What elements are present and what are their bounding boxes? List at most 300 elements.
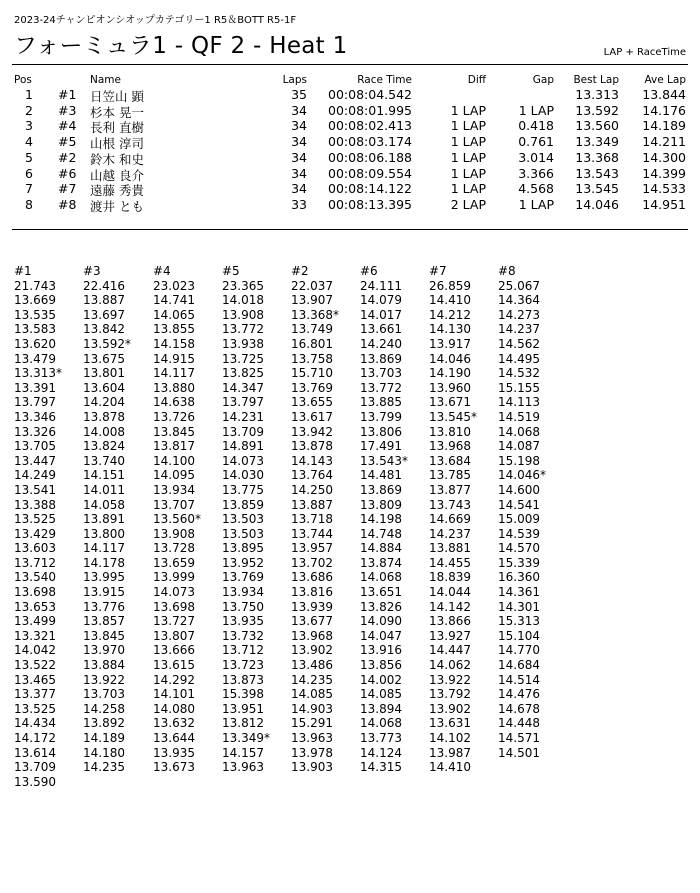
lap-time: 13.709	[222, 424, 264, 439]
lap-time: 14.102	[429, 731, 471, 745]
lap-time: 13.377	[14, 687, 56, 702]
lap-time: 13.723	[222, 658, 264, 673]
lap-time: 21.743	[14, 278, 56, 293]
lap-time: 14.434	[14, 716, 56, 731]
lap-time: 13.744	[291, 526, 333, 541]
lap-time: 13.887	[83, 293, 125, 308]
lap-time: 13.725	[222, 351, 264, 366]
lap-time: 14.178	[83, 555, 125, 570]
lap-time: 14.410	[429, 760, 471, 775]
lap-time: 13.368*	[291, 307, 339, 322]
lap-time: 13.978	[291, 745, 333, 760]
title-divider	[12, 64, 688, 65]
page-title: フォーミュラ1 - QF 2 - Heat 1	[14, 33, 348, 59]
result-ave-lap: 14.399	[642, 165, 686, 181]
lap-column	[222, 264, 270, 775]
lap-time: 14.541	[498, 497, 540, 512]
lap-time: 13.908	[222, 307, 264, 322]
lap-column-car: #3	[83, 264, 101, 278]
lap-time: 18.839	[429, 570, 471, 585]
lap-time: 14.011	[83, 482, 125, 497]
result-car-number: #6	[58, 165, 77, 181]
lap-time: 22.037	[291, 278, 333, 293]
lap-column-car: #6	[360, 264, 378, 278]
lap-time: 13.902	[429, 701, 471, 716]
result-car-number: #4	[58, 118, 77, 134]
lap-time: 13.525	[14, 701, 56, 716]
lap-time: 13.349*	[222, 731, 270, 745]
lap-time: 13.916	[360, 643, 402, 658]
lap-time: 13.892	[83, 716, 125, 731]
lap-time: 13.465	[14, 672, 56, 687]
lap-time: 13.726	[153, 409, 195, 424]
result-driver-name: 長利 直樹	[90, 120, 144, 136]
lap-time: 14.237	[498, 322, 540, 337]
lap-column	[291, 264, 339, 775]
lap-time: 13.809	[360, 497, 402, 512]
lap-time: 13.855	[153, 322, 195, 337]
lap-time: 14.539	[498, 526, 540, 541]
result-car-number: #1	[58, 87, 77, 102]
result-driver-name: 遠藤 秀貴	[90, 183, 144, 199]
result-best-lap: 13.349	[575, 134, 619, 150]
lap-time: 15.313	[498, 614, 540, 629]
lap-column	[429, 264, 477, 775]
lap-time: 14.117	[83, 541, 125, 556]
lap-time: 13.620	[14, 336, 56, 351]
result-best-lap: 13.592	[575, 102, 619, 118]
lap-time: 13.922	[429, 672, 471, 687]
lap-time: 14.046	[429, 351, 471, 366]
lap-column-car: #8	[498, 264, 516, 278]
lap-time: 14.190	[429, 366, 471, 381]
result-pos: 5	[25, 149, 33, 165]
lap-time: 13.935	[222, 614, 264, 629]
lap-time: 13.447	[14, 453, 56, 468]
lap-time: 13.617	[291, 409, 333, 424]
lap-time: 14.046*	[498, 468, 546, 483]
lap-time: 13.902	[291, 643, 333, 658]
result-race-time: 00:08:06.188	[328, 149, 412, 165]
lap-time: 14.347	[222, 380, 264, 395]
lap-time: 14.638	[153, 395, 195, 410]
lap-time: 13.764	[291, 468, 333, 483]
lap-time: 14.073	[222, 453, 264, 468]
result-laps: 35	[291, 87, 307, 102]
result-laps: 34	[291, 134, 307, 150]
result-race-time: 00:08:03.174	[328, 134, 412, 150]
lap-time: 13.942	[291, 424, 333, 439]
result-laps: 34	[291, 165, 307, 181]
lap-time: 13.878	[83, 409, 125, 424]
lap-time: 14.570	[498, 541, 540, 556]
lap-time: 13.707	[153, 497, 195, 512]
lap-time: 13.659	[153, 555, 195, 570]
lap-time: 13.797	[222, 395, 264, 410]
lap-time: 13.522	[14, 658, 56, 673]
lap-time: 13.631	[429, 716, 471, 731]
lap-time: 14.447	[429, 643, 471, 658]
lap-time: 14.157	[222, 745, 264, 760]
lap-time: 14.189	[83, 731, 125, 745]
lap-time: 14.455	[429, 555, 471, 570]
lap-time: 13.675	[83, 351, 125, 366]
lap-time: 13.810	[429, 424, 471, 439]
result-ave-lap: 14.189	[642, 118, 686, 134]
lap-time: 14.519	[498, 409, 540, 424]
result-diff: 1 LAP	[450, 134, 486, 150]
result-race-time: 00:08:04.542	[328, 87, 412, 102]
lap-time: 13.702	[291, 555, 333, 570]
lap-time: 13.775	[222, 482, 264, 497]
result-car-number: #7	[58, 181, 77, 197]
lap-time: 13.817	[153, 439, 195, 454]
lap-time: 24.111	[360, 278, 402, 293]
lap-time: 13.673	[153, 760, 195, 775]
lap-time: 14.361	[498, 585, 540, 600]
lap-time: 13.644	[153, 731, 195, 745]
lap-time: 14.532	[498, 366, 540, 381]
lap-time: 14.117	[153, 366, 195, 381]
lap-time: 14.100	[153, 453, 195, 468]
lap-time: 14.235	[83, 760, 125, 775]
report-type-label: LAP + RaceTime	[603, 47, 686, 58]
lap-column-car: #5	[222, 264, 240, 278]
result-car-number: #3	[58, 102, 77, 118]
result-driver-name: 鈴木 和史	[90, 151, 144, 167]
lap-time: 14.058	[83, 497, 125, 512]
lap-time: 13.677	[291, 614, 333, 629]
lap-column	[83, 264, 131, 775]
lap-time: 13.857	[83, 614, 125, 629]
lap-time: 14.017	[360, 307, 402, 322]
lap-time: 14.915	[153, 351, 195, 366]
result-diff: 1 LAP	[450, 181, 486, 197]
lap-time: 13.479	[14, 351, 56, 366]
lap-time: 15.339	[498, 555, 540, 570]
result-race-time: 00:08:02.413	[328, 118, 412, 134]
lap-time: 13.661	[360, 322, 402, 337]
result-car-number: #5	[58, 134, 77, 150]
result-ave-lap: 14.176	[642, 102, 686, 118]
result-gap: 4.568	[518, 181, 554, 197]
lap-time: 13.968	[429, 439, 471, 454]
lap-time: 13.963	[291, 731, 333, 745]
lap-time: 13.873	[222, 672, 264, 687]
result-driver-name: 日笠山 顕	[90, 89, 144, 104]
lap-column	[153, 264, 201, 775]
lap-time: 14.047	[360, 628, 402, 643]
result-ave-lap: 13.844	[642, 87, 686, 102]
lap-time: 13.503	[222, 512, 264, 527]
lap-time: 23.365	[222, 278, 264, 293]
result-laps: 33	[291, 196, 307, 212]
lap-time: 14.090	[360, 614, 402, 629]
lap-time: 13.503	[222, 526, 264, 541]
lap-time: 13.987	[429, 745, 471, 760]
lap-time: 13.934	[222, 585, 264, 600]
lap-time: 13.669	[14, 293, 56, 308]
lap-time: 13.785	[429, 468, 471, 483]
result-driver-name: 渡井 とも	[90, 198, 144, 214]
result-ave-lap: 14.533	[642, 181, 686, 197]
lap-time: 14.087	[498, 439, 540, 454]
lap-time: 13.709	[14, 760, 56, 775]
lap-times-grid	[0, 264, 700, 893]
lap-time: 15.398	[222, 687, 264, 702]
lap-time: 13.995	[83, 570, 125, 585]
lap-time: 14.741	[153, 293, 195, 308]
lap-time: 14.884	[360, 541, 402, 556]
event-subtitle: 2023-24チャンピオンシオップカテゴリー1 R5＆BOTT R5-1F	[14, 15, 297, 26]
lap-time: 13.874	[360, 555, 402, 570]
lap-time: 13.895	[222, 541, 264, 556]
lap-time: 13.698	[14, 585, 56, 600]
lap-time: 14.042	[14, 643, 56, 658]
lap-time: 13.773	[360, 731, 402, 745]
lap-time: 13.686	[291, 570, 333, 585]
col-best-header: Best Lap	[573, 74, 619, 86]
lap-column-car: #4	[153, 264, 171, 278]
result-race-time: 00:08:09.554	[328, 165, 412, 181]
result-driver-name: 山越 良介	[90, 167, 144, 183]
lap-time: 13.880	[153, 380, 195, 395]
lap-time: 14.684	[498, 658, 540, 673]
lap-time: 14.669	[429, 512, 471, 527]
col-time-header: Race Time	[357, 74, 412, 86]
result-pos: 8	[25, 196, 33, 212]
lap-time: 23.023	[153, 278, 195, 293]
lap-time: 13.666	[153, 643, 195, 658]
lap-time: 13.776	[83, 599, 125, 614]
lap-time: 13.583	[14, 322, 56, 337]
lap-time: 14.562	[498, 336, 540, 351]
result-gap: 0.418	[518, 118, 554, 134]
lap-time: 13.769	[222, 570, 264, 585]
lap-time: 14.292	[153, 672, 195, 687]
result-diff: 1 LAP	[450, 118, 486, 134]
result-race-time: 00:08:14.122	[328, 181, 412, 197]
lap-time: 15.710	[291, 366, 333, 381]
result-gap: 1 LAP	[518, 196, 554, 212]
result-laps: 34	[291, 102, 307, 118]
lap-time: 14.571	[498, 731, 540, 745]
lap-time: 14.095	[153, 468, 195, 483]
lap-time: 14.481	[360, 468, 402, 483]
lap-time: 13.712	[14, 555, 56, 570]
lap-time: 13.772	[222, 322, 264, 337]
lap-time: 14.065	[153, 307, 195, 322]
lap-time: 14.476	[498, 687, 540, 702]
col-diff-header: Diff	[467, 74, 486, 86]
result-pos: 3	[25, 118, 33, 134]
lap-time: 15.104	[498, 628, 540, 643]
lap-time: 13.740	[83, 453, 125, 468]
lap-time: 13.792	[429, 687, 471, 702]
lap-time: 13.807	[153, 628, 195, 643]
lap-time: 14.249	[14, 468, 56, 483]
result-ave-lap: 14.211	[642, 134, 686, 150]
lap-time: 13.525	[14, 512, 56, 527]
lap-time: 13.545*	[429, 409, 477, 424]
lap-time: 13.697	[83, 307, 125, 322]
result-pos: 6	[25, 165, 33, 181]
result-pos: 1	[25, 87, 33, 102]
result-laps: 34	[291, 181, 307, 197]
result-driver-name: 杉本 晃一	[90, 104, 144, 120]
lap-time: 13.429	[14, 526, 56, 541]
lap-time: 14.180	[83, 745, 125, 760]
lap-time: 13.907	[291, 293, 333, 308]
lap-time: 13.917	[429, 336, 471, 351]
lap-time: 14.364	[498, 293, 540, 308]
lap-time: 14.158	[153, 336, 195, 351]
lap-time: 14.044	[429, 585, 471, 600]
lap-time: 13.391	[14, 380, 56, 395]
result-gap: 3.366	[518, 165, 554, 181]
lap-time: 13.651	[360, 585, 402, 600]
lap-time: 14.101	[153, 687, 195, 702]
lap-time: 14.198	[360, 512, 402, 527]
lap-time: 14.085	[291, 687, 333, 702]
lap-time: 13.963	[222, 760, 264, 775]
col-pos-header: Pos	[14, 74, 32, 86]
lap-time: 14.495	[498, 351, 540, 366]
result-pos: 4	[25, 134, 33, 150]
lap-time: 14.002	[360, 672, 402, 687]
lap-time: 13.869	[360, 351, 402, 366]
lap-time: 13.535	[14, 307, 56, 322]
lap-time: 13.614	[14, 745, 56, 760]
lap-time: 13.960	[429, 380, 471, 395]
lap-time: 13.859	[222, 497, 264, 512]
lap-time: 14.770	[498, 643, 540, 658]
result-best-lap: 13.368	[575, 149, 619, 165]
lap-time: 13.728	[153, 541, 195, 556]
result-ave-lap: 14.300	[642, 149, 686, 165]
lap-time: 13.705	[14, 439, 56, 454]
results-divider	[12, 229, 688, 230]
lap-time: 13.590	[14, 774, 56, 789]
lap-time: 13.878	[291, 439, 333, 454]
result-best-lap: 14.046	[575, 196, 619, 212]
lap-time: 13.903	[291, 760, 333, 775]
lap-time: 13.541	[14, 482, 56, 497]
lap-time: 13.543*	[360, 453, 408, 468]
lap-time: 13.891	[83, 512, 125, 527]
result-best-lap: 13.545	[575, 181, 619, 197]
lap-time: 22.416	[83, 278, 125, 293]
lap-time: 13.801	[83, 366, 125, 381]
result-car-number: #8	[58, 196, 77, 212]
lap-time: 13.653	[14, 599, 56, 614]
lap-time: 13.957	[291, 541, 333, 556]
lap-time: 13.743	[429, 497, 471, 512]
lap-time: 14.124	[360, 745, 402, 760]
col-laps-header: Laps	[282, 74, 307, 86]
col-ave-header: Ave Lap	[644, 74, 686, 86]
lap-column-car: #7	[429, 264, 447, 278]
lap-time: 13.825	[222, 366, 264, 381]
lap-time: 14.903	[291, 701, 333, 716]
lap-time: 13.326	[14, 424, 56, 439]
lap-time: 14.068	[360, 716, 402, 731]
lap-time: 13.655	[291, 395, 333, 410]
lap-time: 15.198	[498, 453, 540, 468]
lap-time: 13.824	[83, 439, 125, 454]
lap-time: 13.388	[14, 497, 56, 512]
lap-time: 13.718	[291, 512, 333, 527]
lap-time: 13.603	[14, 541, 56, 556]
result-diff: 2 LAP	[450, 196, 486, 212]
lap-time: 13.842	[83, 322, 125, 337]
lap-time: 15.291	[291, 716, 333, 731]
lap-time: 13.499	[14, 614, 56, 629]
lap-time: 14.273	[498, 307, 540, 322]
result-race-time: 00:08:13.395	[328, 196, 412, 212]
lap-time: 13.346	[14, 409, 56, 424]
lap-time: 13.806	[360, 424, 402, 439]
lap-time: 17.491	[360, 439, 402, 454]
lap-time: 14.600	[498, 482, 540, 497]
lap-time: 14.151	[83, 468, 125, 483]
lap-time: 13.939	[291, 599, 333, 614]
lap-time: 13.321	[14, 628, 56, 643]
lap-time: 13.486	[291, 658, 333, 673]
lap-time: 13.313*	[14, 366, 62, 381]
lap-time: 14.143	[291, 453, 333, 468]
col-name-header: Name	[90, 74, 121, 86]
lap-time: 13.999	[153, 570, 195, 585]
result-best-lap: 13.543	[575, 165, 619, 181]
lap-time: 13.703	[360, 366, 402, 381]
lap-time: 14.079	[360, 293, 402, 308]
lap-time: 14.410	[429, 293, 471, 308]
lap-time: 14.301	[498, 599, 540, 614]
result-pos: 7	[25, 181, 33, 197]
result-pos: 2	[25, 102, 33, 118]
lap-time: 13.727	[153, 614, 195, 629]
lap-time: 14.514	[498, 672, 540, 687]
lap-time: 13.812	[222, 716, 264, 731]
lap-time: 13.884	[83, 658, 125, 673]
lap-time: 13.951	[222, 701, 264, 716]
result-diff: 1 LAP	[450, 149, 486, 165]
lap-time: 13.934	[153, 482, 195, 497]
lap-time: 15.155	[498, 380, 540, 395]
lap-time: 14.891	[222, 439, 264, 454]
lap-time: 13.915	[83, 585, 125, 600]
lap-time: 13.866	[429, 614, 471, 629]
result-gap: 3.014	[518, 149, 554, 165]
lap-time: 13.845	[83, 628, 125, 643]
lap-time: 14.018	[222, 293, 264, 308]
lap-time: 14.240	[360, 336, 402, 351]
result-laps: 34	[291, 149, 307, 165]
lap-time: 13.935	[153, 745, 195, 760]
lap-time: 14.172	[14, 731, 56, 745]
lap-time: 13.769	[291, 380, 333, 395]
lap-time: 13.881	[429, 541, 471, 556]
result-diff: 1 LAP	[450, 165, 486, 181]
result-best-lap: 13.560	[575, 118, 619, 134]
lap-time: 26.859	[429, 278, 471, 293]
result-race-time: 00:08:01.995	[328, 102, 412, 118]
lap-time: 14.212	[429, 307, 471, 322]
lap-column	[360, 264, 408, 775]
lap-time: 13.927	[429, 628, 471, 643]
lap-time: 13.800	[83, 526, 125, 541]
